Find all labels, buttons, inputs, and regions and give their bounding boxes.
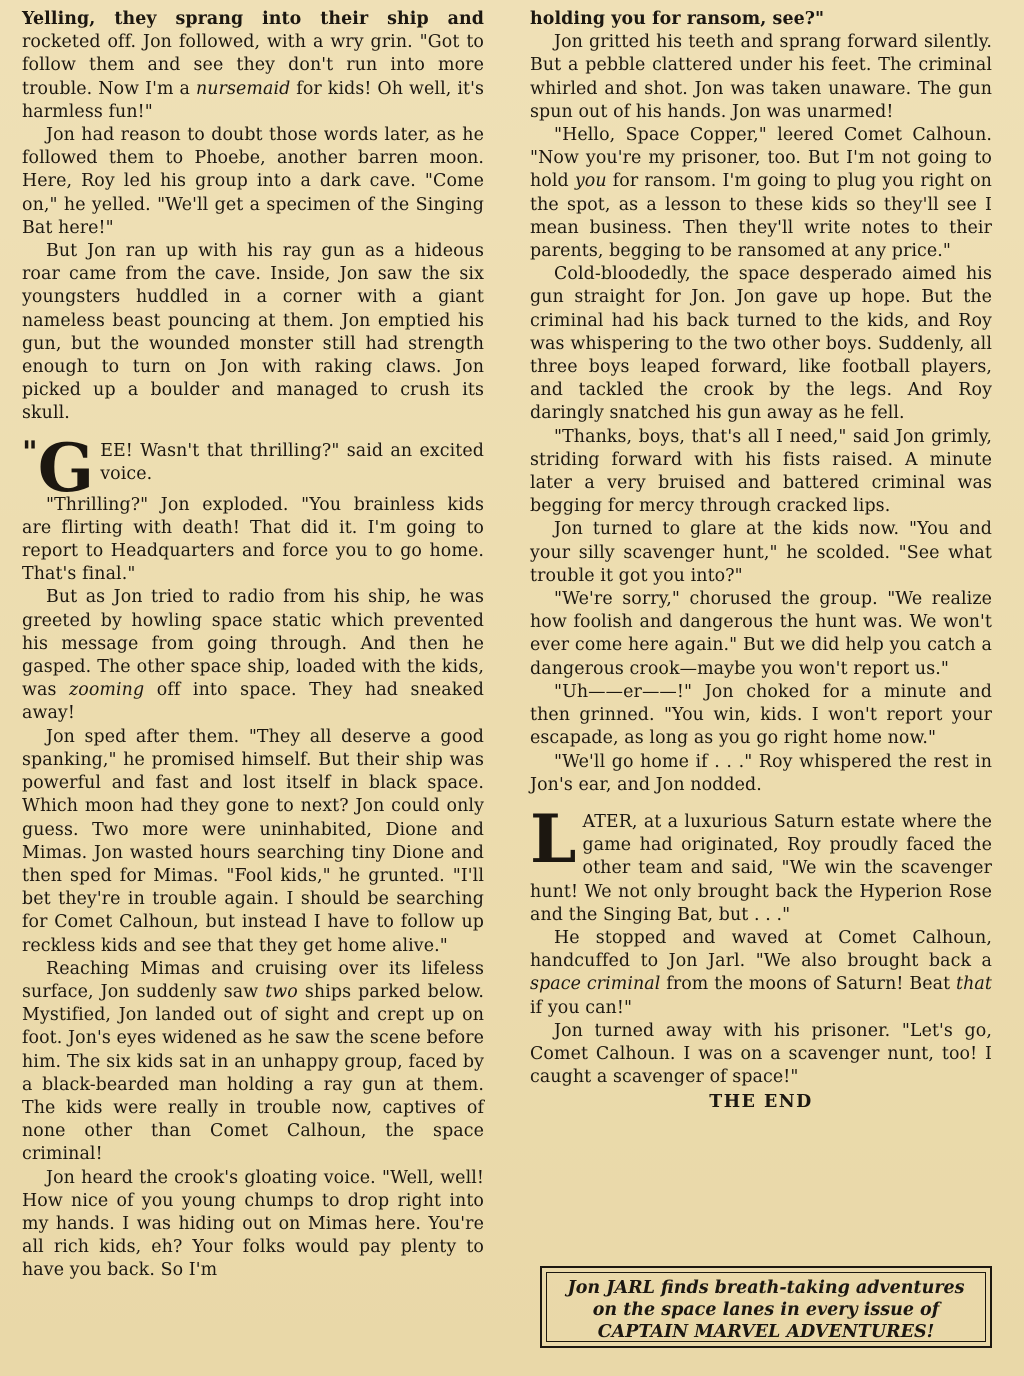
promo-text: Jon JARL finds breath-taking adventures on the space lanes in every issue of CAPTAIN MARVEL ADVENTURES!	[546, 1272, 986, 1342]
paragraph-lead: holding you for ransom, see?"	[530, 9, 825, 29]
paragraph: He stopped and waved at Comet Calhoun, handcuffed to Jon Jarl. "We also brought back a space criminal from the moons of Saturn! Beat that if you can!"	[530, 927, 992, 1018]
paragraph: Cold-bloodedly, the space desperado aimed his gun straight for Jon. Jon gave up hope. But the criminal had his back turned to the kids, and Roy was whispering to the two other boys. Suddenly, all three boys leaped forward, like football players, and tackled the crook by the legs. And Roy daringly snatched his gun away as he fell.	[530, 264, 992, 424]
paragraph: Jon gritted his teeth and sprang forward silently. But a pebble clattered under his feet. The criminal whirled and shot. Jon was taken unaware. The gun spun out of his hands. Jon was unarmed!	[530, 32, 992, 122]
drop-cap: "G	[22, 428, 95, 507]
paragraph: Jon turned to glare at the kids now. "You and your silly scavenger hunt," he scolded. "See what trouble it got you into?"	[530, 519, 992, 586]
paragraph: Jon sped after them. "They all deserve a good spanking," he promised himself. But their ship was powerful and fast and lost itself in black space. Which moon had they gone to next? Jon could only guess. Two more were uninhabited, Dione and Mimas. Jon wasted hours searching tiny Dione and then sped for Mimas. "Fool kids," he grunted. "I'll bet they're in trouble again. I should be searching for Comet Calhoun, but instead I have to follow up reckless kids and see that they get home alive."	[22, 726, 484, 956]
drop-cap: L	[530, 799, 577, 878]
paragraph: Jon had reason to doubt those words later, as he followed them to Phoebe, another barren moon. Here, Roy led his group into a dark cave. "Come on," he yelled. "We'll get a specimen of the Singing Bat here!"	[22, 125, 484, 238]
paragraph: "G EE! Wasn't that thrilling?" said an excited voice.	[22, 428, 484, 507]
paragraph-lead: Yelling, they sprang into their ship and	[22, 9, 484, 29]
paragraph: But Jon ran up with his ray gun as a hideous roar came from the cave. Inside, Jon saw the six youngsters huddled in a corner with a giant nameless beast pouncing at them. Jon emptied his gun, but the wounded monster still had strength enough to turn on Jon with raking claws. Jon picked up a boulder and managed to crush its skull.	[22, 241, 484, 424]
paragraph: Jon heard the crook's gloating voice. "Well, well! How nice of you young chumps to drop right into my hands. I was hiding out on Mimas here. You're all rich kids, eh? Your folks would pay plenty to have you back. So I'm	[22, 1167, 484, 1281]
promo-box	[540, 1266, 992, 1348]
left-column	[22, 8, 484, 1283]
paragraph: "We're sorry," chorused the group. "We realize how foolish and dangerous the hunt was. We won't ever come here again." But we did help you catch a dangerous crook—maybe you won't report us."	[530, 589, 992, 679]
paragraph: Jon turned away with his prisoner. "Let's go, Comet Calhoun. I was on a scavenger nunt, too! I caught a scavenger of space!"	[530, 1020, 992, 1088]
paragraph: "Thrilling?" Jon exploded. "You brainless kids are flirting with death! That did it. I'm going to report to Headquarters and force you to go home. That's final."	[22, 494, 484, 585]
paragraph: "Uh——er——!" Jon choked for a minute and then grinned. "You win, kids. I won't report your escapade, as long as you go right home now."	[530, 681, 992, 749]
paragraph: "Thanks, boys, that's all I need," said Jon grimly, striding forward with his fists raised. A minute later a very bruised and battered criminal was begging for mercy through cracked lips.	[530, 426, 992, 517]
paragraph: "Hello, Space Copper," leered Comet Calhoun. "Now you're my prisoner, too. But I'm not going to hold you for ransom. I'm going to plug you right on the spot, as a lesson to these kids so they'll see I mean business. Then they'll write notes to their parents, begging to be ransomed at any price."	[530, 125, 992, 262]
paragraph: LATER, at a luxurious Saturn estate where the game had originated, Roy proudly faced the other team and said, "We win the scavenger hunt! We not only brought back the Hyperion Rose and the Singing Bat, but . . ."	[530, 799, 992, 925]
right-column	[530, 8, 992, 1115]
paragraph: Reaching Mimas and cruising over its lifeless surface, Jon suddenly saw two ships parked below. Mystified, Jon landed out of sight and crept up on foot. Jon's eyes widened as he saw the scene before him. The six kids sat in an unhappy group, faced by a black-bearded man holding a ray gun at them. The kids were really in trouble now, captives of none other than Comet Calhoun, the space criminal!	[22, 958, 484, 1165]
paragraph: But as Jon tried to radio from his ship, he was greeted by howling space static which prevented his message from going through. And then he gasped. The other space ship, loaded with the kids, was zooming off into space. They had sneaked away!	[22, 587, 484, 724]
paragraph: "We'll go home if . . ." Roy whispered the rest in Jon's ear, and Jon nodded.	[530, 751, 992, 795]
paragraph: Yelling, they sprang into their ship and rocketed off. Jon followed, with a wry grin. "Got to follow them and see they don't run into more trouble. Now I'm a nursemaid for kids! Oh well, it's harmless fun!"	[22, 9, 484, 122]
the-end-label: THE END	[709, 1092, 813, 1113]
